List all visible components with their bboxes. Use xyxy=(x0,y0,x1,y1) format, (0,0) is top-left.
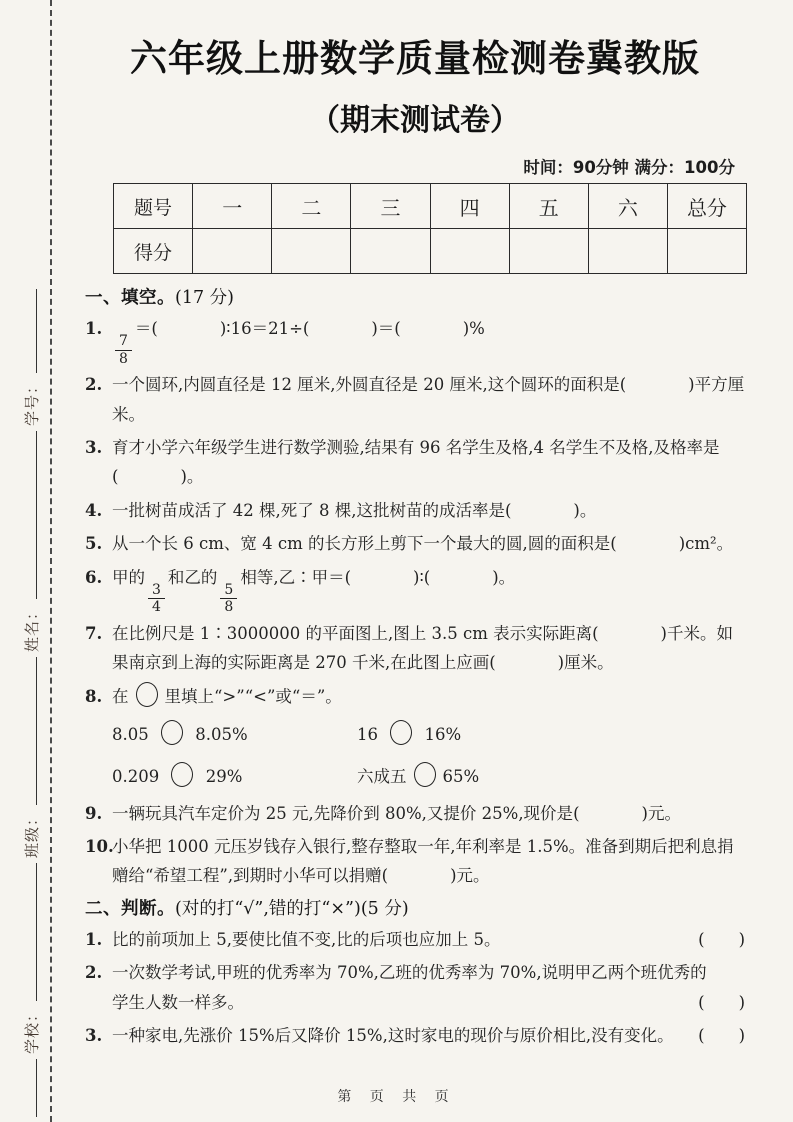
judge-line-text: 一种家电,先涨价 15%后又降价 15%,这时家电的现价与原价相比,没有变化。 xyxy=(112,1025,674,1045)
judge-question-3 xyxy=(85,1021,745,1050)
judge-question-2 xyxy=(85,958,745,1017)
score-table-label-defen: 得分 xyxy=(114,229,193,274)
judge-question-line xyxy=(112,988,745,1017)
fill-section-heading xyxy=(85,284,745,309)
score-table xyxy=(113,183,747,274)
fraction xyxy=(220,583,237,615)
sidebar-fill-line xyxy=(34,431,37,599)
question-text: 甲的 $\frac{3}{4}$ 和乙的 $\frac{5}{8}$ 相等,乙∶甲＝( )∶( )。 xyxy=(112,567,516,616)
fill-question-1 xyxy=(85,314,745,366)
question-text: 一批树苗成活了 42 棵,死了 8 棵,这批树苗的成活率是( )。 xyxy=(112,500,597,520)
question-text: 在 里填上“>”“<”或“＝”。 8.05 8.05% 16 16% 0.209 29% 六成五 65% xyxy=(112,682,745,795)
fill-question-5 xyxy=(85,529,745,558)
compare-circle xyxy=(161,720,183,745)
judge-question-1 xyxy=(85,925,745,954)
answer-blank: ( ) xyxy=(344,567,420,587)
score-table-column-header: 六 xyxy=(588,184,667,229)
answer-blank: ( ) xyxy=(504,500,580,520)
fraction-denominator: 8 xyxy=(224,599,234,616)
answer-blank: ( ) xyxy=(610,534,686,554)
fill-question-4 xyxy=(85,496,745,525)
page-footer: 第 页 共 页 xyxy=(337,1089,456,1105)
answer-blank: ( ) xyxy=(302,319,378,338)
question-number: 6. xyxy=(85,567,103,587)
answer-blank: ( ) xyxy=(592,623,667,643)
fraction-denominator: 4 xyxy=(152,599,161,616)
section-fill xyxy=(85,284,745,891)
score-table-column-header: 三 xyxy=(351,184,430,229)
page-title: 六年级上册数学质量检测卷冀教版 xyxy=(130,37,700,80)
question-text: 育才小学六年级学生进行数学测验,结果有 96 名学生及格,4 名学生不及格,及格率是( )。 xyxy=(112,438,720,487)
score-cell-empty xyxy=(193,229,272,274)
question-number: 3. xyxy=(85,1025,103,1045)
score-table-label-timu: 题号 xyxy=(114,184,193,229)
fraction-numerator: 3 xyxy=(148,583,165,600)
judge-question-line xyxy=(112,958,745,987)
fraction xyxy=(115,334,132,366)
compare-items-grid xyxy=(112,720,745,792)
question-number: 3. xyxy=(85,438,103,458)
compare-circle xyxy=(171,762,193,787)
compare-circle xyxy=(414,762,436,787)
compare-item: 8.05 8.05% xyxy=(112,720,357,749)
question-number: 1. xyxy=(85,929,103,949)
question-number: 7. xyxy=(85,623,103,643)
score-table-score-row xyxy=(114,229,747,274)
question-number: 10. xyxy=(85,837,114,857)
fill-section-points: (17 分) xyxy=(175,288,234,308)
question-text xyxy=(112,925,745,954)
score-cell-empty xyxy=(588,229,667,274)
sidebar-label: 班级： xyxy=(23,809,41,858)
question-text: 小华把 1000 元压岁钱存入银行,整存整取一年,年利率是 1.5%。准备到期后把利息捐赠给“希望工程”,到期时小华可以捐赠( )元。 xyxy=(112,837,734,886)
score-cell-empty xyxy=(430,229,509,274)
question-number: 2. xyxy=(85,375,103,395)
question-text: $\frac{7}{8}$ ＝( )∶16＝21÷( )＝( )% xyxy=(112,314,745,366)
judge-answer-parens: ( ) xyxy=(698,929,745,949)
fill-question-10 xyxy=(85,832,745,891)
question-number: 5. xyxy=(85,534,103,554)
judge-question-line xyxy=(112,1021,745,1050)
judge-line-text: 比的前项加上 5,要使比值不变,比的后项也应加上 5。 xyxy=(112,929,501,949)
fraction-numerator: 5 xyxy=(220,583,237,600)
answer-blank: ( ) xyxy=(112,467,187,487)
fill-section-title: 一、填空。 xyxy=(85,288,175,308)
compare-item: 0.209 29% xyxy=(112,762,357,791)
answer-blank: ( ) xyxy=(619,375,695,395)
score-table-column-header: 五 xyxy=(509,184,588,229)
score-table-body xyxy=(114,184,747,274)
judge-answer-parens: ( ) xyxy=(698,1025,745,1045)
judge-questions xyxy=(85,925,745,1050)
sidebar-label: 姓名： xyxy=(23,603,41,652)
fill-question-7 xyxy=(85,619,745,678)
score-table-column-header: 一 xyxy=(193,184,272,229)
sidebar-fill-line xyxy=(34,289,37,373)
answer-blank: ( ) xyxy=(394,319,470,338)
judge-answer-parens: ( ) xyxy=(698,992,745,1012)
sidebar xyxy=(0,0,52,1122)
answer-blank: ( ) xyxy=(423,567,499,587)
fill-question-9 xyxy=(85,799,745,828)
question-number: 4. xyxy=(85,500,103,520)
fill-question-2 xyxy=(85,370,745,429)
answer-blank: ( ) xyxy=(573,803,648,823)
sidebar-fill-line xyxy=(34,863,37,1001)
exam-time-score-meta: 时间：90分钟 满分：100分 xyxy=(523,158,735,177)
compare-item: 六成五 65% xyxy=(357,762,745,791)
compare-circle xyxy=(390,720,412,745)
score-table-column-header: 总分 xyxy=(667,184,746,229)
fraction-numerator: 7 xyxy=(115,334,132,351)
score-table-column-header: 四 xyxy=(430,184,509,229)
score-cell-empty xyxy=(509,229,588,274)
compare-circle xyxy=(136,682,158,707)
question-number: 8. xyxy=(85,686,103,706)
judge-question-line xyxy=(112,925,745,954)
sidebar-fill-line xyxy=(34,657,37,805)
compare-item: 16 16% xyxy=(357,720,745,749)
question-text: 一辆玩具汽车定价为 25 元,先降价到 80%,又提价 25%,现价是( )元。 xyxy=(112,803,681,823)
fraction xyxy=(148,583,165,615)
question-text: 从一个长 6 cm、宽 4 cm 的长方形上剪下一个最大的圆,圆的面积是( )cm²。 xyxy=(112,534,734,554)
fill-question-6 xyxy=(85,563,745,615)
sidebar-label: 学校： xyxy=(23,1005,41,1054)
page-subtitle: （期末测试卷） xyxy=(310,103,520,138)
question-number: 9. xyxy=(85,803,103,823)
fraction-denominator: 8 xyxy=(119,350,128,367)
exam-content xyxy=(52,0,793,1054)
question-text: 在比例尺是 1∶3000000 的平面图上,图上 3.5 cm 表示实际距离( )千米。如果南京到上海的实际距离是 270 千米,在此图上应画( )厘米。 xyxy=(112,623,733,673)
fill-question-3 xyxy=(85,433,745,492)
judge-section-title: 二、判断。 xyxy=(85,898,175,919)
score-cell-empty xyxy=(667,229,746,274)
score-cell-empty xyxy=(351,229,430,274)
question-text xyxy=(112,958,745,1017)
sidebar-label: 学号： xyxy=(23,377,41,426)
score-table-column-header: 二 xyxy=(272,184,351,229)
score-table-header-row xyxy=(114,184,747,229)
question-number: 1. xyxy=(85,319,103,338)
answer-blank: ( ) xyxy=(489,653,565,673)
judge-line-text: 一次数学考试,甲班的优秀率为 70%,乙班的优秀率为 70%,说明甲乙两个班优秀的 xyxy=(112,963,707,983)
answer-blank: ( ) xyxy=(151,319,227,338)
score-cell-empty xyxy=(272,229,351,274)
judge-section-heading xyxy=(85,895,745,920)
sidebar-strip xyxy=(10,132,42,1122)
section-judge xyxy=(85,895,745,1050)
fill-question-8 xyxy=(85,682,745,795)
judge-section-note: (对的打“√”,错的打“×”)(5 分) xyxy=(175,898,409,919)
fill-questions xyxy=(85,314,745,891)
answer-blank: ( ) xyxy=(381,866,457,886)
question-text: 一个圆环,内圆直径是 12 厘米,外圆直径是 20 厘米,这个圆环的面积是( )平方厘米。 xyxy=(112,375,745,424)
question-text xyxy=(112,1021,745,1050)
judge-line-text: 学生人数一样多。 xyxy=(112,992,244,1012)
question-number: 2. xyxy=(85,963,103,983)
